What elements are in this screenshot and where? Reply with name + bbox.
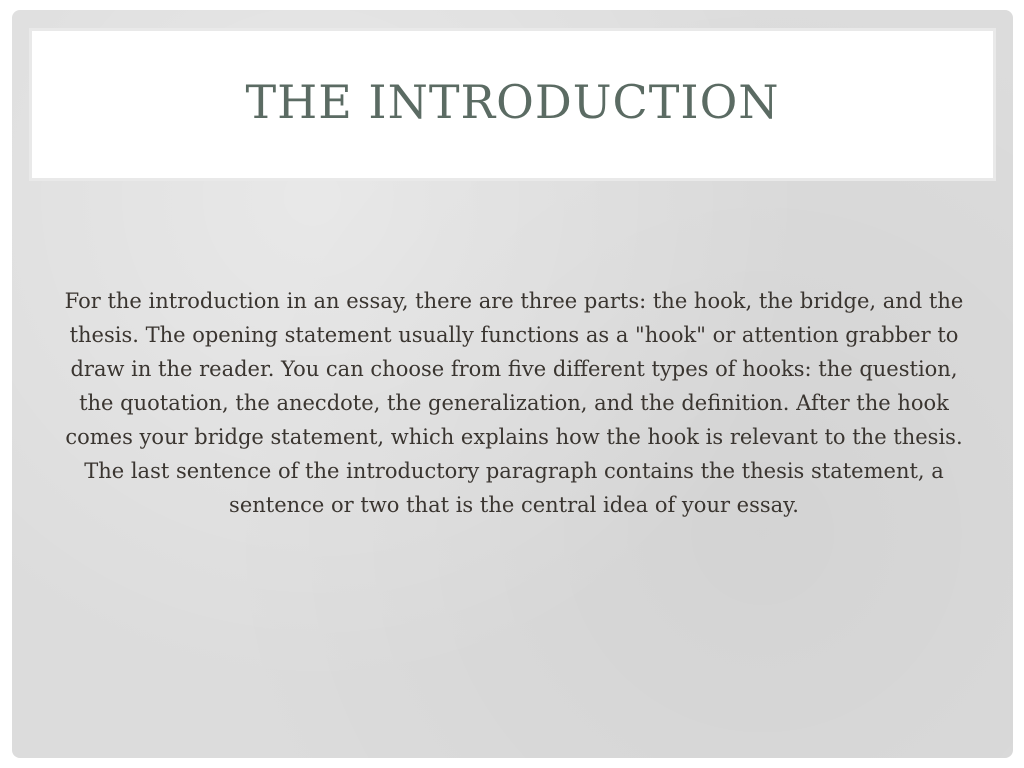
slide-title: THE INTRODUCTION: [245, 74, 780, 129]
title-bar: [32, 31, 993, 178]
slide-body-text: For the introduction in an essay, there are three parts: the hook, the bridge, and the thesis. The opening statement usually functions as a "hook" or attention grabber to draw in the reader. You can choose from five different types of hooks: the question, the quotation, the anecdote, the generalization, and the definition. After the hook comes your bridge statement, which explains how the hook is relevant to the thesis. The last sentence of the introductory paragraph contains the thesis statement, a sentence or two that is the central idea of your essay.: [64, 289, 964, 517]
slide: [12, 10, 1013, 758]
